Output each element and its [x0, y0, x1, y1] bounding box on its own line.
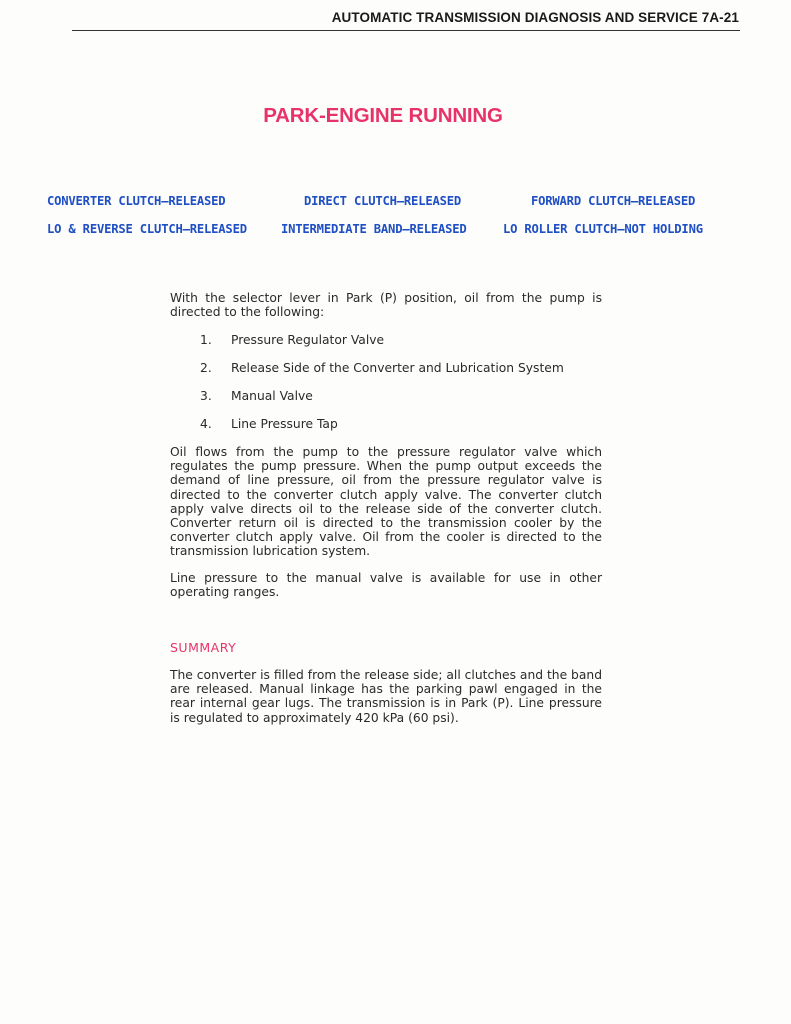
list-item-text: Manual Valve: [231, 389, 313, 403]
summary-paragraph: The converter is filled from the release side; all clutches and the band are released. Manual linkage has the parking pawl engaged in the rear internal gear lugs. The transmission is in Park (P). Line pressure is regulated to approximately 420 kPa (60 psi).: [170, 668, 602, 725]
summary-heading: SUMMARY: [170, 640, 237, 655]
status-forward-clutch: FORWARD CLUTCH–RELEASED: [531, 194, 696, 208]
list-item: [200, 389, 313, 403]
status-converter-clutch: CONVERTER CLUTCH–RELEASED: [47, 194, 226, 208]
status-direct-clutch: DIRECT CLUTCH–RELEASED: [304, 194, 462, 208]
line-pressure-paragraph: Line pressure to the manual valve is available for use in other operating ranges.: [170, 571, 602, 600]
list-item-number: 2.: [200, 361, 212, 375]
list-item-number: 1.: [200, 333, 212, 347]
list-item-number: 4.: [200, 417, 212, 431]
running-header: AUTOMATIC TRANSMISSION DIAGNOSIS AND SERVICE 7A-21: [331, 10, 739, 25]
status-intermediate-band: INTERMEDIATE BAND–RELEASED: [281, 222, 467, 236]
status-lo-roller-clutch: LO ROLLER CLUTCH–NOT HOLDING: [503, 222, 703, 236]
list-item-number: 3.: [200, 389, 212, 403]
status-lo-reverse-clutch: LO & REVERSE CLUTCH–RELEASED: [47, 222, 247, 236]
list-item: [200, 333, 384, 347]
oil-flow-paragraph: Oil flows from the pump to the pressure regulator valve which regulates the pump pressure. When the pump output exceeds the demand of line pressure, oil from the pressure regulator valve is directed to the converter clutch apply valve. The converter clutch apply valve directs oil to the release side of the converter clutch. Converter return oil is directed to the transmission cooler by the converter clutch apply valve. Oil from the cooler is directed to the transmission lubrication system.: [170, 445, 602, 559]
list-item-text: Release Side of the Converter and Lubrication System: [231, 361, 564, 375]
list-item-text: Pressure Regulator Valve: [231, 333, 385, 347]
list-item: [200, 417, 338, 431]
list-item: [200, 361, 564, 375]
header-rule: [72, 30, 740, 31]
intro-paragraph: With the selector lever in Park (P) position, oil from the pump is directed to the following:: [170, 291, 602, 320]
page-title: PARK-ENGINE RUNNING: [263, 104, 503, 127]
list-item-text: Line Pressure Tap: [231, 417, 338, 431]
